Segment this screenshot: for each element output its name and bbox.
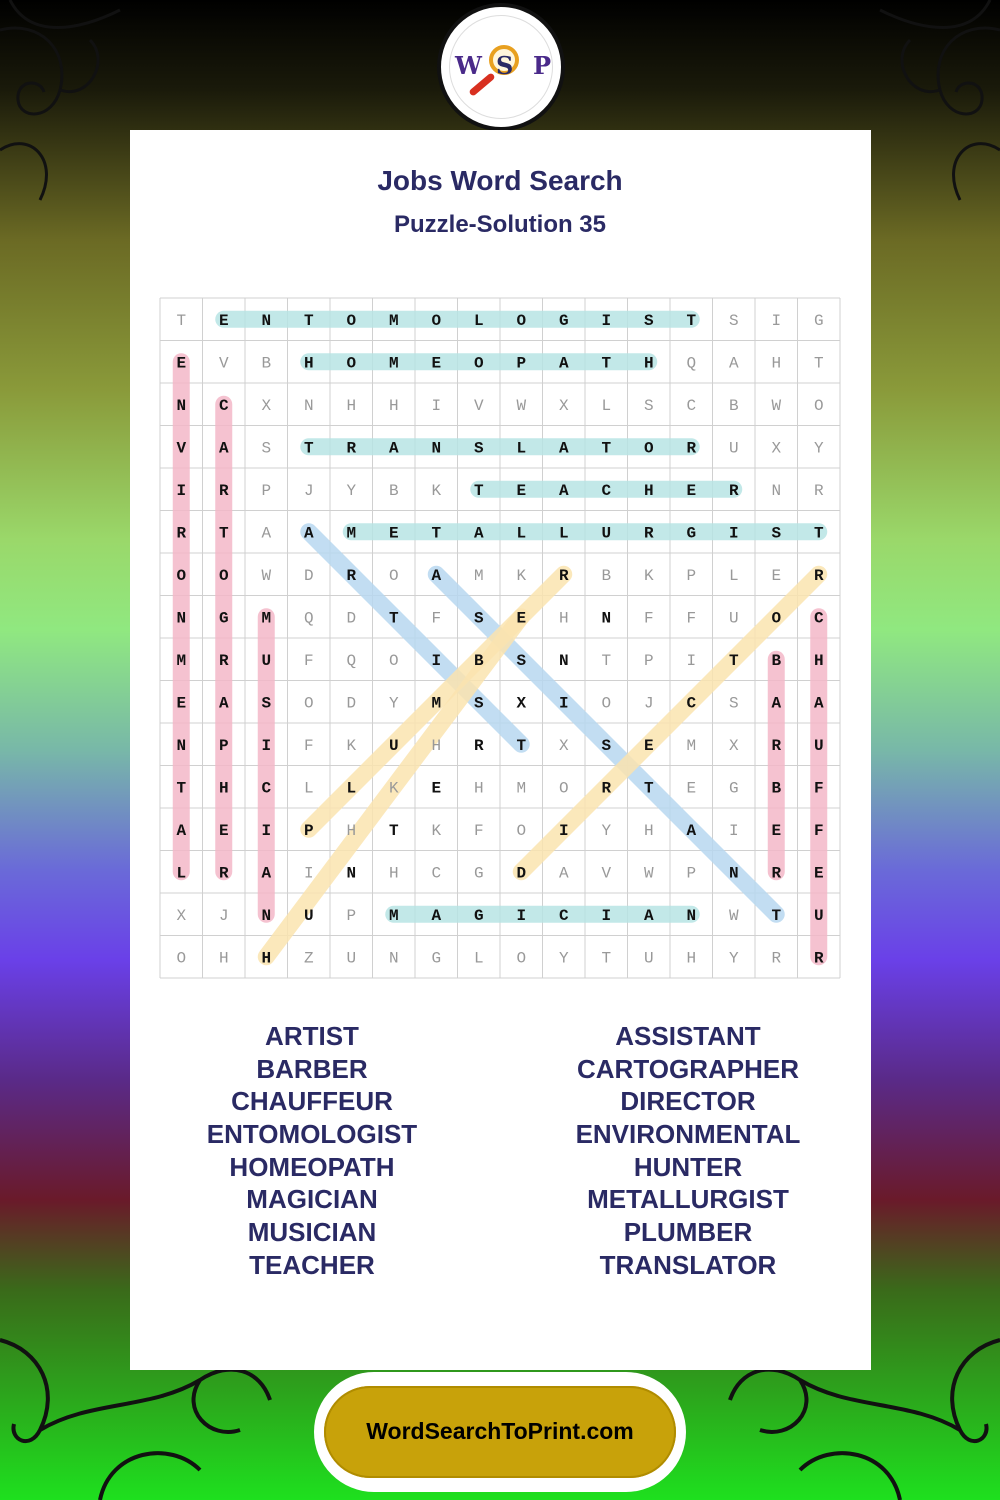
grid-letter: M bbox=[176, 651, 187, 670]
grid-letter: M bbox=[388, 311, 399, 330]
grid-letter: F bbox=[473, 821, 484, 840]
grid-letter: O bbox=[771, 609, 782, 628]
grid-letter: I bbox=[303, 864, 314, 883]
grid-letter: S bbox=[473, 694, 484, 713]
word-list-right bbox=[498, 1020, 878, 1282]
grid-letter: S bbox=[643, 396, 654, 415]
grid-letter: S bbox=[516, 651, 527, 670]
grid-letter: C bbox=[686, 694, 697, 713]
grid-letter: C bbox=[218, 396, 229, 415]
logo-letter-s: S bbox=[496, 51, 514, 80]
grid-letter: E bbox=[176, 694, 187, 713]
grid-letter: P bbox=[303, 821, 314, 840]
grid-letter: U bbox=[813, 906, 824, 925]
word-list-item: ENVIRONMENTAL bbox=[575, 1119, 801, 1150]
grid-letter: N bbox=[388, 949, 399, 968]
grid-letter: D bbox=[346, 694, 357, 713]
grid-letter: Z bbox=[303, 949, 314, 968]
word-list-item: PLUMBER bbox=[623, 1217, 753, 1248]
grid-letter: Q bbox=[346, 651, 357, 670]
grid-letter: N bbox=[558, 651, 569, 670]
grid-letter: M bbox=[431, 694, 442, 713]
word-list-item: BARBER bbox=[256, 1053, 368, 1084]
grid-letter: R bbox=[218, 651, 229, 670]
grid-letter: F bbox=[431, 609, 442, 628]
grid-letter: T bbox=[813, 524, 824, 543]
grid-letter: W bbox=[261, 566, 272, 585]
grid-letter: P bbox=[686, 864, 697, 883]
grid-letter: O bbox=[558, 779, 569, 798]
grid-letter: S bbox=[473, 609, 484, 628]
grid-letter: I bbox=[601, 311, 612, 330]
grid-letter: G bbox=[218, 609, 229, 628]
word-list-item: HOMEOPATH bbox=[229, 1151, 395, 1182]
word-list-item: CHAUFFEUR bbox=[231, 1086, 393, 1117]
grid-letter: R bbox=[346, 566, 357, 585]
grid-letter: U bbox=[728, 609, 739, 628]
grid-letter: N bbox=[176, 609, 187, 628]
grid-letter: X bbox=[176, 906, 187, 925]
grid-letter: U bbox=[388, 736, 399, 755]
grid-letter: S bbox=[643, 311, 654, 330]
grid-letter: G bbox=[558, 311, 569, 330]
page-subtitle: Puzzle-Solution 35 bbox=[393, 211, 606, 238]
footer-site-link[interactable]: WordSearchToPrint.com bbox=[366, 1418, 634, 1444]
grid-letter: Y bbox=[388, 694, 399, 713]
grid-letter: A bbox=[686, 821, 697, 840]
grid-letter: L bbox=[516, 439, 527, 458]
word-list-item: DIRECTOR bbox=[620, 1086, 756, 1117]
grid-letter: I bbox=[728, 821, 739, 840]
grid-letter: Y bbox=[346, 481, 357, 500]
grid-letter: R bbox=[813, 949, 824, 968]
grid-letter: U bbox=[728, 439, 739, 458]
grid-letter: W bbox=[728, 906, 739, 925]
grid-letter: V bbox=[218, 354, 229, 373]
grid-letter: P bbox=[516, 354, 527, 373]
grid-letter: T bbox=[516, 736, 527, 755]
grid-letter: A bbox=[558, 354, 569, 373]
grid-letter: I bbox=[728, 524, 739, 543]
grid-letter: O bbox=[346, 311, 357, 330]
grid-letter: F bbox=[813, 821, 824, 840]
grid-letter: L bbox=[601, 396, 612, 415]
grid-letter: H bbox=[771, 354, 782, 373]
grid-letter: X bbox=[516, 694, 527, 713]
grid-letter: L bbox=[346, 779, 357, 798]
grid-letter: H bbox=[218, 949, 229, 968]
grid-letter: O bbox=[303, 694, 314, 713]
grid-letter: N bbox=[601, 609, 612, 628]
grid-letter: H bbox=[218, 779, 229, 798]
grid-letter: B bbox=[771, 651, 782, 670]
word-list-item: ENTOMOLOGIST bbox=[206, 1119, 418, 1150]
grid-letter: T bbox=[473, 481, 484, 500]
grid-letter: S bbox=[771, 524, 782, 543]
grid-letter: R bbox=[176, 524, 187, 543]
grid-letter: A bbox=[431, 906, 442, 925]
grid-letter: O bbox=[516, 949, 527, 968]
grid-letter: A bbox=[218, 439, 229, 458]
grid-letter: R bbox=[771, 736, 782, 755]
grid-letter: D bbox=[516, 864, 527, 883]
grid-letter: E bbox=[388, 524, 399, 543]
grid-letter: E bbox=[218, 821, 229, 840]
grid-letter: O bbox=[813, 396, 824, 415]
word-list-item: TRANSLATOR bbox=[599, 1249, 777, 1280]
grid-letter: N bbox=[176, 396, 187, 415]
grid-letter: U bbox=[643, 949, 654, 968]
word-list-item: TEACHER bbox=[249, 1249, 375, 1280]
grid-letter: F bbox=[813, 779, 824, 798]
grid-letter: E bbox=[176, 354, 187, 373]
grid-letter: T bbox=[686, 311, 697, 330]
grid-letter: H bbox=[643, 821, 654, 840]
grid-letter: N bbox=[261, 311, 272, 330]
grid-letter: H bbox=[558, 609, 569, 628]
grid-letter: N bbox=[771, 481, 782, 500]
footer-button[interactable] bbox=[324, 1386, 676, 1478]
grid-letter: G bbox=[473, 906, 484, 925]
grid-letter: R bbox=[218, 481, 229, 500]
grid-letter: S bbox=[473, 439, 484, 458]
grid-letter: I bbox=[431, 651, 442, 670]
grid-letter: S bbox=[728, 694, 739, 713]
grid-letter: O bbox=[176, 949, 187, 968]
grid-letter: R bbox=[771, 864, 782, 883]
grid-letter: I bbox=[431, 396, 442, 415]
grid-letter: A bbox=[558, 481, 569, 500]
grid-letter: N bbox=[686, 906, 697, 925]
grid-letter: U bbox=[303, 906, 314, 925]
word-list-item: ASSISTANT bbox=[615, 1021, 761, 1051]
grid-letter: B bbox=[473, 651, 484, 670]
grid-letter: S bbox=[728, 311, 739, 330]
grid-letter: T bbox=[643, 779, 654, 798]
grid-letter: W bbox=[516, 396, 527, 415]
grid-letter: K bbox=[431, 821, 442, 840]
grid-letter: T bbox=[601, 651, 612, 670]
grid-letter: M bbox=[388, 354, 399, 373]
grid-letter: M bbox=[516, 779, 527, 798]
grid-letter: T bbox=[303, 311, 314, 330]
grid-letter: H bbox=[303, 354, 314, 373]
grid-letter: X bbox=[558, 396, 569, 415]
grid-letter: R bbox=[558, 566, 569, 585]
grid-letter: M bbox=[346, 524, 357, 543]
grid-letter: I bbox=[686, 651, 697, 670]
grid-letter: O bbox=[516, 311, 527, 330]
grid-letter: P bbox=[686, 566, 697, 585]
word-list-item: MUSICIAN bbox=[247, 1217, 377, 1248]
grid-letter: L bbox=[728, 566, 739, 585]
grid-letter: G bbox=[728, 779, 739, 798]
logo-letter-w: W bbox=[455, 51, 482, 80]
grid-letter: H bbox=[473, 779, 484, 798]
grid-letter: E bbox=[686, 779, 697, 798]
grid-letter: A bbox=[261, 524, 272, 543]
grid-letter: A bbox=[388, 439, 399, 458]
grid-letter: H bbox=[431, 736, 442, 755]
grid-letter: S bbox=[601, 736, 612, 755]
grid-letter: E bbox=[218, 311, 229, 330]
grid-letter: M bbox=[686, 736, 697, 755]
page-title: Jobs Word Search bbox=[377, 165, 623, 196]
grid-letter: Y bbox=[728, 949, 739, 968]
grid-letter: R bbox=[346, 439, 357, 458]
grid-letter: J bbox=[218, 906, 229, 925]
grid-letter: H bbox=[346, 821, 357, 840]
grid-letter: X bbox=[728, 736, 739, 755]
grid-letter: X bbox=[261, 396, 272, 415]
grid-letter: L bbox=[303, 779, 314, 798]
grid-letter: F bbox=[686, 609, 697, 628]
grid-letter: E bbox=[516, 481, 527, 500]
grid-letter: A bbox=[728, 354, 739, 373]
word-list-item: MAGICIAN bbox=[246, 1184, 378, 1215]
grid-letter: C bbox=[686, 396, 697, 415]
grid-letter: O bbox=[643, 439, 654, 458]
grid-letter: G bbox=[813, 311, 824, 330]
grid-letter: H bbox=[261, 949, 272, 968]
grid-letter: X bbox=[771, 439, 782, 458]
grid-letter: K bbox=[346, 736, 357, 755]
grid-letter: T bbox=[176, 311, 187, 330]
grid-letter: P bbox=[346, 906, 357, 925]
grid-letter: K bbox=[643, 566, 654, 585]
grid-letter: C bbox=[431, 864, 442, 883]
grid-letter: N bbox=[728, 864, 739, 883]
grid-letter: A bbox=[558, 864, 569, 883]
footer-badge bbox=[314, 1372, 686, 1492]
grid-letter: A bbox=[431, 566, 442, 585]
grid-letter: G bbox=[473, 864, 484, 883]
grid-letter: W bbox=[643, 864, 654, 883]
grid-letter: O bbox=[473, 354, 484, 373]
grid-letter: K bbox=[431, 481, 442, 500]
grid-letter: K bbox=[388, 779, 399, 798]
grid-letter: U bbox=[601, 524, 612, 543]
grid-letter: O bbox=[346, 354, 357, 373]
grid-letter: A bbox=[771, 694, 782, 713]
grid-letter: A bbox=[261, 864, 272, 883]
grid-letter: F bbox=[643, 609, 654, 628]
grid-letter: U bbox=[813, 736, 824, 755]
grid-letter: V bbox=[176, 439, 187, 458]
grid-letter: Q bbox=[303, 609, 314, 628]
grid-letter: Y bbox=[558, 949, 569, 968]
word-list-item: METALLURGIST bbox=[587, 1184, 789, 1215]
grid-letter: E bbox=[643, 736, 654, 755]
grid-letter: J bbox=[643, 694, 654, 713]
grid-letter: E bbox=[431, 354, 442, 373]
grid-letter: U bbox=[261, 651, 272, 670]
grid-letter: P bbox=[218, 736, 229, 755]
grid-letter: T bbox=[813, 354, 824, 373]
grid-letter: F bbox=[303, 736, 314, 755]
grid-letter: M bbox=[473, 566, 484, 585]
grid-letter: C bbox=[261, 779, 272, 798]
grid-letter: E bbox=[431, 779, 442, 798]
grid-letter: L bbox=[558, 524, 569, 543]
grid-letter: R bbox=[813, 566, 824, 585]
grid-letter: O bbox=[388, 566, 399, 585]
grid-letter: A bbox=[176, 821, 187, 840]
logo-letter-p: P bbox=[533, 51, 552, 80]
grid-letter: M bbox=[388, 906, 399, 925]
grid-letter: P bbox=[261, 481, 272, 500]
grid-letter: H bbox=[643, 354, 654, 373]
grid-letter: I bbox=[771, 311, 782, 330]
word-list-left bbox=[122, 1020, 502, 1282]
grid-letter: N bbox=[176, 736, 187, 755]
grid-letter: A bbox=[473, 524, 484, 543]
grid-letter: L bbox=[516, 524, 527, 543]
grid-letter: L bbox=[473, 311, 484, 330]
grid-letter: M bbox=[261, 609, 272, 628]
grid-letter: Y bbox=[813, 439, 824, 458]
grid-letter: X bbox=[558, 736, 569, 755]
grid-letter: I bbox=[516, 906, 527, 925]
word-list-item: HUNTER bbox=[633, 1151, 743, 1182]
grid-letter: T bbox=[388, 821, 399, 840]
grid-letter: O bbox=[516, 821, 527, 840]
grid-letter: R bbox=[473, 736, 484, 755]
grid-letter: H bbox=[388, 396, 399, 415]
grid-letter: I bbox=[261, 821, 272, 840]
grid-letter: N bbox=[303, 396, 314, 415]
grid-letter: B bbox=[601, 566, 612, 585]
grid-letter: Y bbox=[601, 821, 612, 840]
grid-letter: R bbox=[686, 439, 697, 458]
grid-letter: I bbox=[558, 821, 569, 840]
grid-letter: A bbox=[813, 694, 824, 713]
word-list-item: CARTOGRAPHER bbox=[577, 1053, 799, 1084]
grid-letter: I bbox=[261, 736, 272, 755]
grid-letter: T bbox=[388, 609, 399, 628]
grid-letter: A bbox=[218, 694, 229, 713]
grid-letter: H bbox=[346, 396, 357, 415]
grid-letter: L bbox=[176, 864, 187, 883]
grid-letter: H bbox=[813, 651, 824, 670]
grid-letter: E bbox=[813, 864, 824, 883]
grid-letter: N bbox=[261, 906, 272, 925]
grid-letter: T bbox=[218, 524, 229, 543]
grid-letter: U bbox=[346, 949, 357, 968]
grid-letter: E bbox=[771, 821, 782, 840]
grid-letter: D bbox=[303, 566, 314, 585]
grid-letter: S bbox=[261, 694, 272, 713]
grid-letter: V bbox=[473, 396, 484, 415]
grid-letter: H bbox=[686, 949, 697, 968]
grid-letter: A bbox=[303, 524, 314, 543]
grid-letter: S bbox=[261, 439, 272, 458]
grid-letter: G bbox=[686, 524, 697, 543]
word-list-item: ARTIST bbox=[265, 1021, 359, 1051]
grid-letter: Q bbox=[686, 354, 697, 373]
grid-letter: R bbox=[771, 949, 782, 968]
grid-letter: B bbox=[261, 354, 272, 373]
grid-letter: A bbox=[643, 906, 654, 925]
grid-letter: T bbox=[601, 439, 612, 458]
grid-letter: C bbox=[813, 609, 824, 628]
grid-letter: B bbox=[388, 481, 399, 500]
grid-letter: R bbox=[643, 524, 654, 543]
grid-letter: T bbox=[303, 439, 314, 458]
grid-letter: V bbox=[601, 864, 612, 883]
grid-letter: T bbox=[601, 354, 612, 373]
grid-letter: C bbox=[601, 481, 612, 500]
grid-letter: E bbox=[771, 566, 782, 585]
grid-letter: T bbox=[431, 524, 442, 543]
grid-letter: D bbox=[346, 609, 357, 628]
grid-letter: F bbox=[303, 651, 314, 670]
grid-letter: O bbox=[601, 694, 612, 713]
grid-letter: O bbox=[218, 566, 229, 585]
grid-letter: W bbox=[771, 396, 782, 415]
grid-letter: T bbox=[176, 779, 187, 798]
grid-letter: I bbox=[176, 481, 187, 500]
grid-letter: A bbox=[558, 439, 569, 458]
grid-letter: G bbox=[431, 949, 442, 968]
grid-letter: O bbox=[388, 651, 399, 670]
grid-letter: B bbox=[771, 779, 782, 798]
grid-letter: T bbox=[728, 651, 739, 670]
grid-letter: J bbox=[303, 481, 314, 500]
grid-letter: R bbox=[601, 779, 612, 798]
grid-letter: E bbox=[516, 609, 527, 628]
grid-letter: C bbox=[558, 906, 569, 925]
grid-letter: T bbox=[771, 906, 782, 925]
grid-letter: E bbox=[686, 481, 697, 500]
grid-letter: H bbox=[643, 481, 654, 500]
grid-letter: R bbox=[813, 481, 824, 500]
grid-letter: H bbox=[388, 864, 399, 883]
grid-letter: T bbox=[601, 949, 612, 968]
grid-letter: O bbox=[176, 566, 187, 585]
grid-letter: R bbox=[218, 864, 229, 883]
grid-letter: P bbox=[643, 651, 654, 670]
grid-letter: B bbox=[728, 396, 739, 415]
grid-letter: N bbox=[431, 439, 442, 458]
grid-letter: R bbox=[728, 481, 739, 500]
grid-letter: O bbox=[431, 311, 442, 330]
grid-letter: L bbox=[473, 949, 484, 968]
grid-letter: I bbox=[558, 694, 569, 713]
grid-letter: K bbox=[516, 566, 527, 585]
grid-letter: N bbox=[346, 864, 357, 883]
grid-letter: I bbox=[601, 906, 612, 925]
